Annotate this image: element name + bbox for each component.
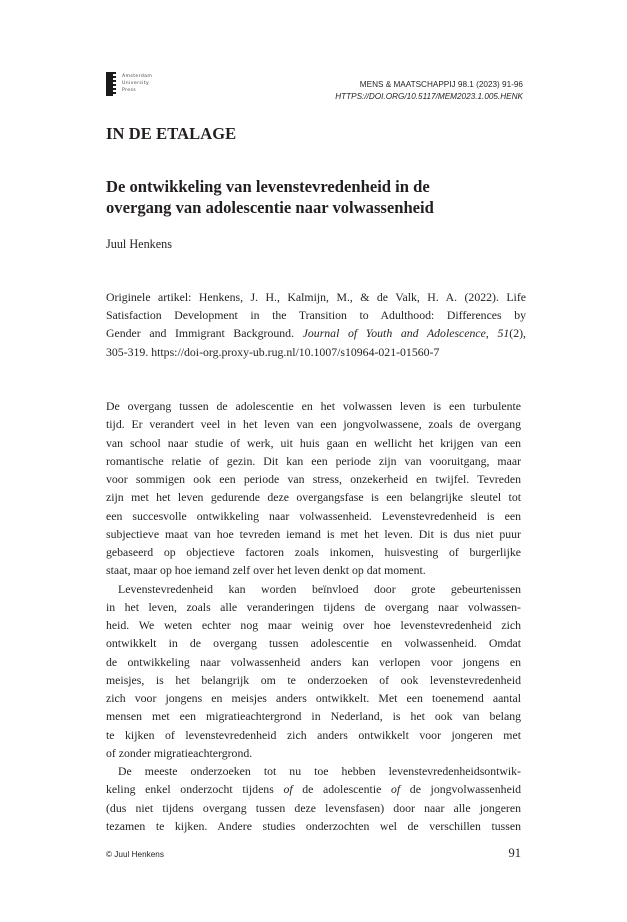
article-title xyxy=(106,176,526,218)
original-article-citation xyxy=(106,288,526,361)
body-line: Levenstevredenheid kan worden beïnvloed door grote gebeurtenissen xyxy=(118,581,521,596)
body-line xyxy=(106,780,521,798)
publisher-logo xyxy=(106,72,152,96)
page-number: 91 xyxy=(508,846,521,860)
body-line: gebaseerd op objectieve factoren zoals inkomen, huisvesting of burgerlijke xyxy=(106,545,521,559)
body-line: De overgang tussen de adolescentie en het volwassen leven is een turbulente xyxy=(106,399,521,413)
body-line: voor sommigen ook een periode van stress, onzekerheid en twijfel. Tevreden xyxy=(106,472,521,486)
citation-line: Originele artikel: Henkens, J. H., Kalmijn, M., & de Valk, H. A. (2022). Life xyxy=(106,290,526,304)
author-name: Juul Henkens xyxy=(106,237,173,251)
copyright-notice: © Juul Henkens xyxy=(106,850,164,859)
citation-text: , xyxy=(485,326,498,341)
body-line: een succesvolle ontwikkeling naar volwassenheid. Levenstevredenheid is een xyxy=(106,508,521,523)
paragraph-1 xyxy=(106,397,521,580)
logo-line-2: University xyxy=(122,81,150,86)
body-line: van school naar studie of werk, uit huis gaan en wellicht het krijgen van een xyxy=(106,435,521,450)
doi-link[interactable]: HTTPS://DOI.ORG/10.5117/MEM2023.1.005.HENK xyxy=(335,92,523,101)
body-line: zijn met het leven gedurende deze overgangsfase is een belangrijke sleutel tot xyxy=(106,490,521,505)
publisher-logo-text xyxy=(122,73,152,94)
body-text: de jongvolwassenheid xyxy=(400,782,521,797)
body-line: (dus niet tijdens overgang tussen deze levensfasen) door naar alle jongeren xyxy=(106,800,521,815)
paragraph-2 xyxy=(106,580,521,763)
body-line: tijd. Er verandert veel in het leven van een jongvolwassene, zoals de overgang xyxy=(106,417,521,432)
body-line: te kijken of levenstevredenheid zich anders ontwikkelt voor jongeren met xyxy=(106,727,521,742)
body-line: of zonder migratieachtergrond. xyxy=(106,745,253,760)
body-line: de ontwikkeling naar volwassenheid anders kan verlopen voor jongens en xyxy=(106,654,521,669)
journal-header xyxy=(335,79,523,103)
body-line: subjectieve maat van hoe tevreden iemand is met het leven. Dit is dus niet puur xyxy=(106,526,521,541)
section-label: IN DE ETALAGE xyxy=(106,124,237,143)
logo-line-1: Amsterdam xyxy=(122,74,153,79)
journal-volume: 51 xyxy=(497,326,510,341)
emphasis-text: of xyxy=(283,782,293,797)
body-text: keling enkel onderzocht tijdens xyxy=(106,782,284,797)
body-line: tezamen te kijken. Andere studies onderzochten wel de verschillen tussen xyxy=(106,818,521,833)
journal-issue: (2), xyxy=(509,326,526,341)
citation-text: Gender and Immigrant Background. xyxy=(106,326,303,341)
body-line: staat, maar op hoe iemand zelf over het leven denkt op dat moment. xyxy=(106,563,426,578)
amsterdam-university-press-logo-icon xyxy=(106,72,114,96)
body-line: De meeste onderzoeken tot nu toe hebben levenstevredenheidsontwik- xyxy=(118,764,521,778)
body-line: mensen met een migratieachtergrond in Nederland, is het ook van belang xyxy=(106,709,521,724)
title-line-2: overgang van adolescentie naar volwassenheid xyxy=(106,198,434,217)
journal-citation-line: MENS & MAATSCHAPPIJ 98.1 (2023) 91-96 xyxy=(359,80,523,89)
body-text: de adolescentie xyxy=(292,782,391,797)
body-line: heid. We weten echter nog maar weinig over hoe levenstevredenheid zich xyxy=(106,618,521,632)
title-line-1: De ontwikkeling van levenstevredenheid in de xyxy=(106,177,430,196)
body-line: ontwikkelt in de overgang tussen adolescentie en volwassenheid. Omdat xyxy=(106,636,521,651)
citation-line xyxy=(106,324,526,342)
article-body xyxy=(106,397,521,835)
journal-name: Journal of Youth and Adolescence xyxy=(302,326,486,341)
body-line: romantische relatie of gezin. Dit kan een periode zijn van vooruitgang, maar xyxy=(106,453,521,468)
logo-line-3: Press xyxy=(122,88,137,93)
body-line: zich voor jongens en meisjes anders ontwikkelt. Met een toenemend aantal xyxy=(106,691,521,705)
emphasis-text: of xyxy=(390,782,401,797)
citation-line: Satisfaction Development in the Transition to Adulthood: Differences by xyxy=(106,308,526,323)
citation-doi-link[interactable]: 305-319. https://doi-org.proxy-ub.rug.nl/10.1007/s10964-021-01560-7 xyxy=(106,344,440,359)
paragraph-3 xyxy=(106,762,521,835)
body-line: in het leven, zoals alle veranderingen tijdens de overgang naar volwassen- xyxy=(106,599,521,614)
body-line: meisjes, is het belangrijk om te onderzoeken of ook levenstevredenheid xyxy=(106,672,521,687)
